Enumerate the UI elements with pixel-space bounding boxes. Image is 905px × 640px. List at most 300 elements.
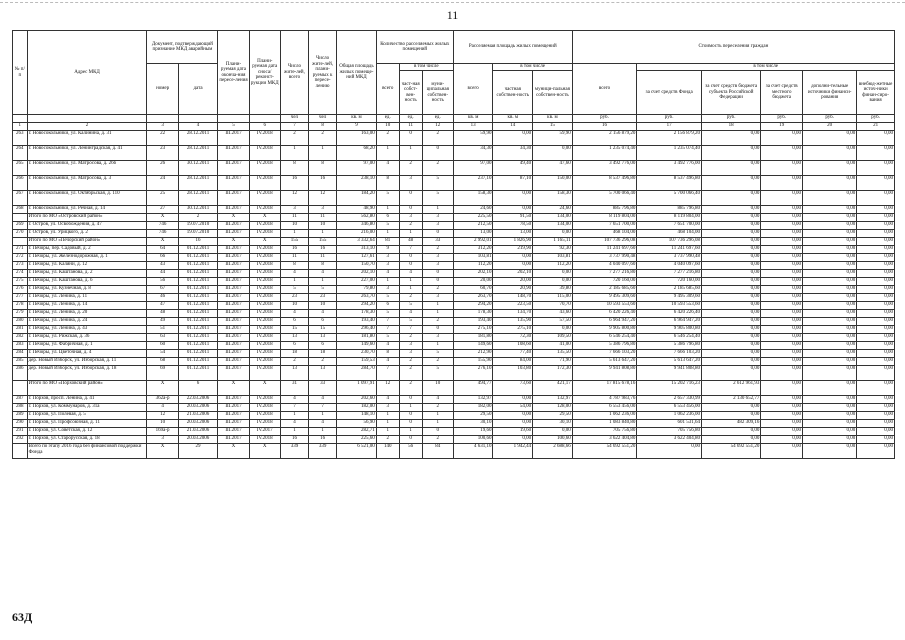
table-cell: 2 (309, 131, 337, 146)
table-cell: 282,71 (337, 428, 377, 436)
table-row (13, 444, 895, 459)
table-cell: 30,10 (453, 420, 493, 428)
table-cell: 2 (399, 334, 422, 342)
table-cell: 263,70 (337, 294, 377, 302)
table-cell: 1 (376, 420, 399, 428)
table-cell: 77,40 (493, 350, 533, 358)
table-cell: 6 964 947,20 (572, 318, 637, 326)
table-cell: 22.03.2006 (178, 396, 218, 404)
table-cell: 0,00 (701, 318, 760, 326)
table-cell: 8 119 804,00 (637, 214, 702, 222)
table-cell: 0,00 (761, 230, 803, 238)
table-cell: 1 (376, 230, 399, 238)
table-cell: 0,00 (533, 326, 573, 334)
table-row (13, 246, 895, 254)
table-cell: 0,00 (857, 436, 895, 444)
table-cell: 3 (422, 214, 453, 222)
table-cell: 4 (280, 310, 308, 318)
header-doc-date: дата (178, 64, 218, 115)
table-cell: 155 (309, 238, 337, 246)
table-cell (13, 214, 28, 222)
table-cell: 0,00 (701, 222, 760, 230)
cell-address: г. Печоры, ул. Ленина, д. 43 (27, 326, 147, 334)
cell-address: г. Порхов, ул. Советская, д. 12 (27, 428, 147, 436)
table-cell: 6 (309, 342, 337, 350)
table-cell: 1 165,11 (533, 238, 573, 246)
table-cell: III.2017 (218, 396, 249, 404)
table-cell: 6 (376, 214, 399, 222)
table-cell: 46 (147, 294, 178, 302)
table-cell: 5 (376, 310, 399, 318)
table-cell: X (147, 444, 178, 459)
header-area-private: частная собствен-ность (493, 71, 533, 115)
table-cell: 0,00 (803, 286, 857, 294)
table-cell: 230,70 (337, 350, 377, 358)
table-cell: III.2017 (218, 270, 249, 278)
table-cell: 225,50 (453, 214, 493, 222)
table-cell: 22 (147, 131, 178, 146)
cell-address: г. Печоры, ул. Каштанова, д. 2 (27, 270, 147, 278)
table-cell: 3 (399, 214, 422, 222)
table-cell: 267 (13, 191, 28, 206)
table-cell: 202,10 (337, 270, 377, 278)
table-cell: 84 (422, 444, 453, 459)
table-cell: 134,70 (493, 310, 533, 318)
table-row (13, 214, 895, 222)
table-cell: 1 235 074,40 (572, 146, 637, 161)
table-cell: 4 (280, 396, 308, 404)
cell-address: г. Печоры, ул. Цветочная, д. 4 (27, 350, 147, 358)
table-cell: 0,00 (857, 404, 895, 412)
table-cell: 1 (399, 404, 422, 412)
table-cell: 0,00 (803, 350, 857, 358)
table-cell: 20,90 (493, 286, 533, 294)
table-cell: IV.2018 (249, 318, 280, 326)
table-cell: 10 (309, 302, 337, 310)
table-cell: 68 (147, 358, 178, 366)
table-cell: 59,90 (533, 131, 573, 146)
table-cell: 0,00 (701, 350, 760, 358)
table-cell: 4 (147, 404, 178, 412)
table-cell: 0,00 (761, 214, 803, 222)
table-cell: 219,90 (493, 246, 533, 254)
table-cell: 34,30 (453, 146, 493, 161)
header-cost: Стоимость переселения граждан (572, 31, 894, 64)
table-cell: 103,81 (533, 254, 573, 262)
table-cell: 0,00 (803, 161, 857, 176)
table-cell: 0,00 (701, 230, 760, 238)
table-cell: 7 666 103,20 (637, 350, 702, 358)
table-cell: III.2017 (218, 350, 249, 358)
table-cell: 482 309,16 (701, 420, 760, 428)
table-cell: IV.2018 (249, 366, 280, 381)
table-cell: 1 (309, 230, 337, 238)
table-cell: 284 (13, 350, 28, 358)
table-cell: 0,00 (857, 278, 895, 286)
table-cell: IV.2018 (249, 342, 280, 350)
table-cell: 339 (280, 444, 308, 459)
table-cell: 1 062 236,00 (637, 412, 702, 420)
table-cell: 0,00 (701, 131, 760, 146)
header-count-private: част-ная собст-вен-ность (399, 71, 422, 115)
cell-address: г. Порхов, ул. Старорусская, д. 18 (27, 436, 147, 444)
table-cell: 3 622 404,80 (572, 436, 637, 444)
table-cell: 3 (399, 350, 422, 358)
table-cell: 1 (376, 278, 399, 286)
table-cell: 48 (399, 238, 422, 246)
table-cell: 10 (422, 381, 453, 396)
table-cell: 0,00 (857, 286, 895, 294)
table-cell: 11 (280, 214, 308, 222)
column-number-row: 1 2 3 4 5 6 7 8 9 10 11 12 13 14 15 16 17 18 19 20 21 (13, 123, 895, 131)
table-cell: 23 (280, 294, 308, 302)
table-cell: 33 (309, 381, 337, 396)
table-cell: 01.12.2011 (178, 342, 218, 350)
table-cell: 4 (376, 342, 399, 350)
table-cell: 2 (422, 404, 453, 412)
table-cell: 312,20 (453, 246, 493, 254)
cell-address: г. Печоры, ул. Рижская, д. 36 (27, 334, 147, 342)
table-cell: 0,00 (761, 131, 803, 146)
table-cell: 2 185 685,60 (637, 286, 702, 294)
table-cell: III.2017 (218, 254, 249, 262)
table-cell: 287 (13, 396, 28, 404)
table-row (13, 238, 895, 246)
units-row: чел чел кв. м ед. ед. ед. кв. м кв. м кв. м руб. руб. руб. руб. руб. руб. (13, 115, 895, 123)
table-cell: III.2017 (218, 302, 249, 310)
table-cell: 6 (376, 302, 399, 310)
table-cell: 5 (376, 334, 399, 342)
table-cell: 26 (147, 161, 178, 176)
table-cell: III.2017 (218, 230, 249, 238)
table-cell: 4 (309, 310, 337, 318)
table-cell: 275,10 (493, 326, 533, 334)
table-cell: 8 537 496,80 (572, 176, 637, 191)
table-cell: 6 546 254,40 (572, 334, 637, 342)
table-row (13, 318, 895, 326)
table-cell: 28.12.2011 (178, 131, 218, 146)
table-row (13, 420, 895, 428)
table-cell: 16 (280, 246, 308, 254)
header-cost-regional: за счет средств бюджета субъекта Российской Федерации (701, 71, 760, 115)
table-cell: 0 (422, 146, 453, 161)
table-cell: 10 (147, 420, 178, 428)
table-cell: 0,00 (803, 404, 857, 412)
table-cell: IV.2018 (249, 270, 280, 278)
table-cell: 12 (147, 412, 178, 420)
table-cell: 0,00 (803, 206, 857, 214)
table-cell: 56 (399, 444, 422, 459)
table-cell: 128,00 (533, 404, 573, 412)
table-cell: III.2017 (218, 326, 249, 334)
table-cell: 16 (309, 246, 337, 254)
table-cell: 9 (376, 246, 399, 254)
table-cell: 2 657 330,99 (637, 396, 702, 404)
table-cell: 3 (376, 286, 399, 294)
table-cell: 28.12.2011 (178, 176, 218, 191)
table-cell: 100,60 (533, 436, 573, 444)
table-cell: 6 553 456,00 (572, 404, 637, 412)
table-cell: 0,00 (857, 176, 895, 191)
table-cell: 29,50 (453, 412, 493, 420)
table-cell: 0,00 (533, 146, 573, 161)
header-residents-planned: Число жите-лей, плани-руемых к пересе-лению (309, 31, 337, 115)
table-cell: 0 (399, 436, 422, 444)
table-cell: 0,00 (701, 191, 760, 206)
table-cell: 0 (399, 206, 422, 214)
table-cell: X (218, 238, 249, 246)
table-cell: III.2017 (218, 412, 249, 420)
table-cell: IV.2017 (249, 428, 280, 436)
cell-address: г. Печоры, пер. Садовый, д. 2 (27, 246, 147, 254)
table-cell: 47,60 (533, 161, 573, 176)
table-cell: 64 (147, 246, 178, 254)
header-count-total: всего (376, 64, 399, 115)
table-cell: 720 160,00 (572, 278, 637, 286)
table-cell: 0,00 (701, 334, 760, 342)
cell-address: Итого по МО «Порховский район» (27, 381, 147, 396)
table-cell: 0 (422, 278, 453, 286)
table-cell: 5 (422, 176, 453, 191)
table-cell: III.2017 (218, 334, 249, 342)
header-area-municipal: муници-пальная собствен-ность (533, 71, 573, 115)
table-cell: 68,20 (337, 146, 377, 161)
table-cell: 3 492 776,00 (637, 161, 702, 176)
table-cell: 0 (399, 412, 422, 420)
table-cell: 202,60 (337, 396, 377, 404)
table-cell: 0,00 (701, 246, 760, 254)
table-cell: 1 (376, 428, 399, 436)
table-cell: 1 (422, 206, 453, 214)
table-cell: 0,00 (701, 270, 760, 278)
table-cell: 1 (309, 146, 337, 161)
table-cell: 0,00 (761, 428, 803, 436)
table-cell: 0,00 (803, 302, 857, 310)
table-cell: 266 (13, 176, 28, 191)
table-cell: IV.2018 (249, 302, 280, 310)
table-cell: III.2017 (218, 404, 249, 412)
table-cell: 468 104,00 (637, 230, 702, 238)
table-cell: 0,00 (857, 222, 895, 230)
table-cell: 4 040 097,60 (637, 262, 702, 270)
table-cell: 2 (280, 358, 308, 366)
table-cell: X (147, 214, 178, 222)
table-cell: 0,00 (701, 310, 760, 318)
header-cost-incl: в том числе (637, 64, 895, 71)
table-cell: 109,50 (533, 334, 573, 342)
table-cell: 0,00 (701, 436, 760, 444)
table-cell: 0,00 (701, 366, 760, 381)
table-row (13, 326, 895, 334)
header-area-incl: в том числе (493, 64, 572, 71)
cell-address: г. Печоры, ул. Каштанова, д. 6 (27, 278, 147, 286)
table-cell: 0,00 (857, 396, 895, 404)
table-cell: 54 (147, 350, 178, 358)
table-cell: 0,00 (857, 428, 895, 436)
table-cell: IV.2018 (249, 358, 280, 366)
table-cell: 0,00 (803, 334, 857, 342)
table-cell: 20,00 (453, 278, 493, 286)
table-cell: 271 (13, 246, 28, 254)
table-cell: 159,53 (337, 358, 377, 366)
table-cell: IV.2018 (249, 334, 280, 342)
table-cell: 127,61 (337, 254, 377, 262)
table-cell: IV.2018 (249, 404, 280, 412)
header-planned-demolish: Плани-руемая дата сноса/ реконст-рукции МКД (249, 31, 280, 115)
table-cell: 7 666 103,20 (572, 350, 637, 358)
cell-address: г. Печоры, ул. Ленина, д. 24 (27, 318, 147, 326)
table-cell: 0,00 (761, 326, 803, 334)
table-cell: 0,00 (761, 270, 803, 278)
cell-address: Всего по этапу 2016 года без финансовой поддержки Фонда (27, 444, 147, 459)
cell-address: дер. Новый Изборск, ул. Изборская, д. 11 (27, 358, 147, 366)
table-cell: 97,00 (453, 161, 493, 176)
table-cell: 2 (376, 436, 399, 444)
cell-address: г. Остров, ул. Освобождения, д. 47 (27, 222, 147, 230)
table-cell: X (249, 238, 280, 246)
table-cell: 294,20 (337, 302, 377, 310)
table-row (13, 342, 895, 350)
table-cell: 1 (399, 146, 422, 161)
table-cell: 3 332,64 (337, 238, 377, 246)
cell-address: г. Новосокольники, ул. Калинина, д. 31 (27, 131, 147, 146)
header-count-incl: в том числе (399, 64, 453, 71)
table-cell: 30.12.2011 (178, 161, 218, 176)
table-cell: 178,30 (453, 310, 493, 318)
table-cell: 17 815 678,16 (572, 381, 637, 396)
cell-address: Итого по МО «Печорский район» (27, 238, 147, 246)
table-cell: 0,00 (803, 420, 857, 428)
table-cell: 0,00 (803, 358, 857, 366)
table-cell: 0,00 (803, 176, 857, 191)
table-cell: 283 (13, 342, 28, 350)
table-cell: 362а-р (147, 396, 178, 404)
table-cell: 0,00 (761, 412, 803, 420)
resettlement-table (12, 30, 895, 459)
table-cell: 8 (376, 350, 399, 358)
table-cell: 24,60 (533, 206, 573, 214)
table-cell: 7 (376, 318, 399, 326)
table-cell: 87,10 (493, 176, 533, 191)
table-cell: 182,00 (337, 404, 377, 412)
table-cell: 59,90 (453, 131, 493, 146)
table-cell: 0,00 (533, 278, 573, 286)
table-cell: III.2017 (218, 146, 249, 161)
table-cell: 264 (13, 146, 28, 161)
table-cell: 9 941 808,80 (637, 366, 702, 381)
table-cell: 0,00 (803, 230, 857, 238)
table-cell: 01.12.2011 (178, 246, 218, 254)
table-cell: 0,00 (857, 342, 895, 350)
table-row (13, 254, 895, 262)
table-cell: 0,00 (701, 358, 760, 366)
table-cell: 01.12.2011 (178, 350, 218, 358)
table-cell: 13 (280, 334, 308, 342)
table-cell: 6 420 226,40 (572, 310, 637, 318)
table-cell: 149,60 (453, 342, 493, 350)
table-cell: 0,00 (637, 444, 702, 459)
table-cell: 01.12.2011 (178, 302, 218, 310)
table-cell: 2 (376, 131, 399, 146)
cell-address: г. Новосокольники, ул. Октябрьская, д. 110 (27, 191, 147, 206)
table-cell: 237,10 (453, 176, 493, 191)
table-row (13, 294, 895, 302)
table-row (13, 230, 895, 238)
table-cell: 8 (309, 262, 337, 270)
table-cell: X (218, 214, 249, 222)
table-cell: 10 (280, 222, 308, 230)
table-cell: 263,70 (453, 294, 493, 302)
table-cell: 8 537 496,80 (637, 176, 702, 191)
table-cell: 92,30 (533, 246, 573, 254)
table-cell: 268 (13, 206, 28, 214)
table-cell: 1 (376, 146, 399, 161)
table-cell: 1 (399, 278, 422, 286)
table-cell: 20.03.2006 (178, 436, 218, 444)
table-cell: 2 130 652,77 (701, 396, 760, 404)
table-cell: 135,90 (493, 318, 533, 326)
table-cell: 13 (309, 334, 337, 342)
table-cell: 2 (399, 366, 422, 381)
table-cell: 212,90 (453, 350, 493, 358)
table-cell: 0,00 (533, 230, 573, 238)
table-cell: 3 (422, 294, 453, 302)
table-cell: 60,70 (453, 286, 493, 294)
table-cell: 562,80 (337, 214, 377, 222)
table-cell: 19,60 (493, 428, 533, 436)
table-row (13, 302, 895, 310)
table-cell: 289 (13, 412, 28, 420)
table-cell: 112,20 (453, 262, 493, 270)
table-cell: 23 (309, 294, 337, 302)
table-cell: 0,00 (803, 342, 857, 350)
table-cell: 0,00 (803, 428, 857, 436)
table-cell: 705 756,80 (637, 428, 702, 436)
table-cell: 286 (13, 366, 28, 381)
table-cell: 0,00 (803, 270, 857, 278)
table-cell: 0 (422, 428, 453, 436)
table-cell: 4 (376, 161, 399, 176)
table-cell: 5 386 796,80 (572, 342, 637, 350)
table-cell: 155,90 (453, 358, 493, 366)
table-cell: 274 (13, 270, 28, 278)
table-cell: 276 (13, 286, 28, 294)
table-row (13, 358, 895, 366)
footer-mark: 63Д (12, 610, 33, 624)
table-row (13, 131, 895, 146)
table-cell: 10 (280, 302, 308, 310)
table-cell: 44 (147, 270, 178, 278)
table-cell: 3 737 990,48 (572, 254, 637, 262)
table-cell: 0,00 (493, 131, 533, 146)
table-row (13, 176, 895, 191)
table-row (13, 262, 895, 270)
table-cell: 182,00 (453, 404, 493, 412)
table-cell: 0,00 (761, 278, 803, 286)
table-cell: 263 (13, 131, 28, 146)
table-row (13, 222, 895, 230)
table-cell: 12 (376, 381, 399, 396)
table-cell: 0,00 (857, 294, 895, 302)
table-cell: 0,00 (701, 278, 760, 286)
table-cell: 28.12.2011 (178, 146, 218, 161)
header-count-rooms: Количество расселяемых жилых помещений (376, 31, 453, 64)
cell-address: г. Печоры, ул. Каляни, д. 12 (27, 262, 147, 270)
table-cell: 0,00 (493, 396, 533, 404)
table-cell: 0,00 (761, 358, 803, 366)
table-cell: 7 277 216,80 (637, 270, 702, 278)
table-cell: 0,00 (761, 420, 803, 428)
